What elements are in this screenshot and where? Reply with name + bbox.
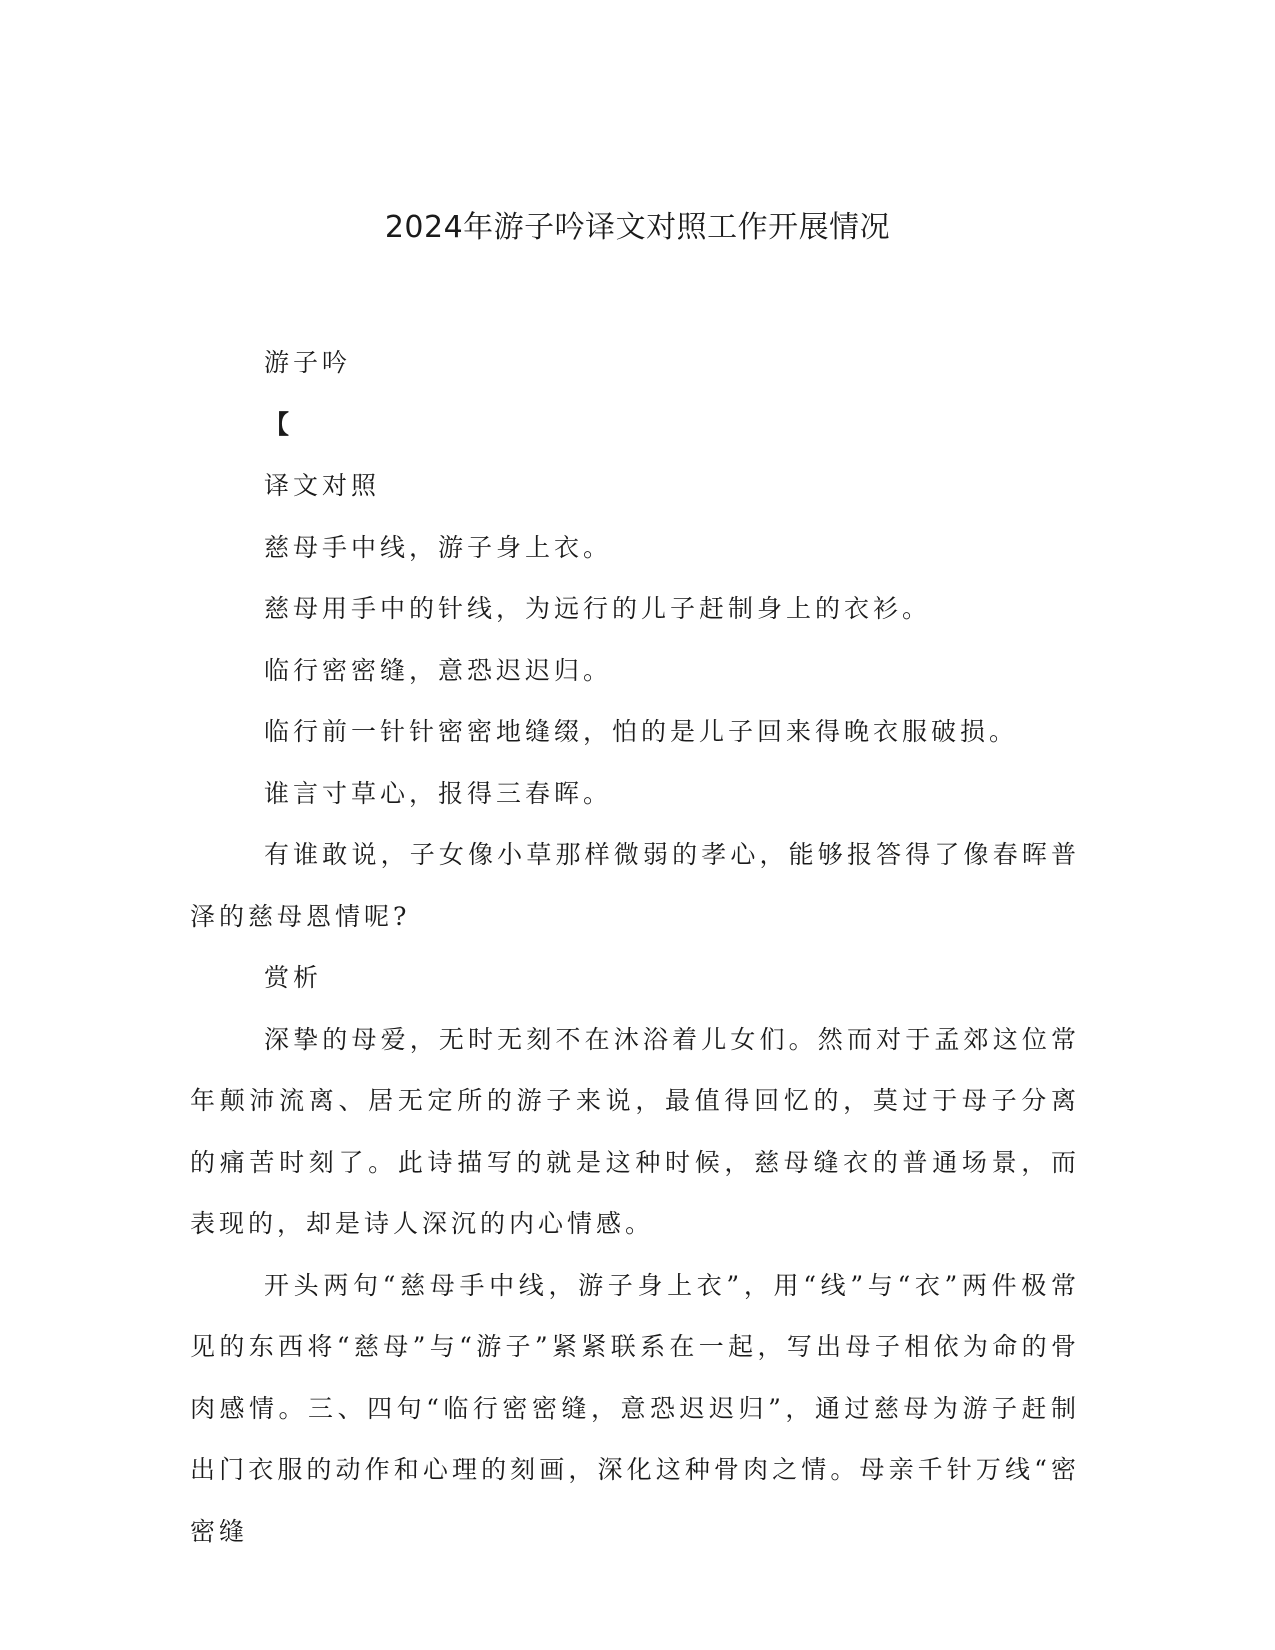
bracket-mark: 【 [264,409,294,439]
poem-title: 游子吟 [264,348,352,377]
appreciation-paragraph-2: 开头两句“慈母手中线，游子身上衣”，用“线”与“衣”两件极常见的东西将“慈母”与“游子”紧紧联系在一起，写出母子相依为命的骨肉感情。三、四句“临行密密缝，意恐迟迟归”，通过慈母为游子赶制出门衣服的动作和心理的刻画，深化这种骨肉之情。母亲千针万线“密密缝 [190,1270,1080,1546]
translation-line-2: 临行前一针针密密地缝缀，怕的是儿子回来得晚衣服破损。 [264,717,1019,746]
document-title: 2024年游子吟译文对照工作开展情况 [384,210,891,245]
appreciation-paragraph-1: 深挚的母爱，无时无刻不在沐浴着儿女们。然而对于孟郊这位常年颠沛流离、居无定所的游子来说，最值得回忆的，莫过于母子分离的痛苦时刻了。此诗描写的就是这种时候，慈母缝衣的普通场景，而表现的，却是诗人深沉的内心情感。 [190,1024,1080,1238]
section-heading-appreciation: 赏析 [264,963,323,992]
poem-line-3: 谁言寸草心，报得三春晖。 [264,778,613,808]
document-body [190,332,1080,1562]
translation-line-3: 有谁敢说，子女像小草那样微弱的孝心，能够报答得了像春晖普泽的慈母恩情呢? [190,840,1080,931]
poem-line-2: 临行密密缝，意恐迟迟归。 [264,655,613,685]
poem-line-1: 慈母手中线，游子身上衣。 [264,532,613,562]
translation-line-1: 慈母用手中的针线，为远行的儿子赶制身上的衣衫。 [264,594,932,623]
section-heading-translation: 译文对照 [264,471,381,500]
